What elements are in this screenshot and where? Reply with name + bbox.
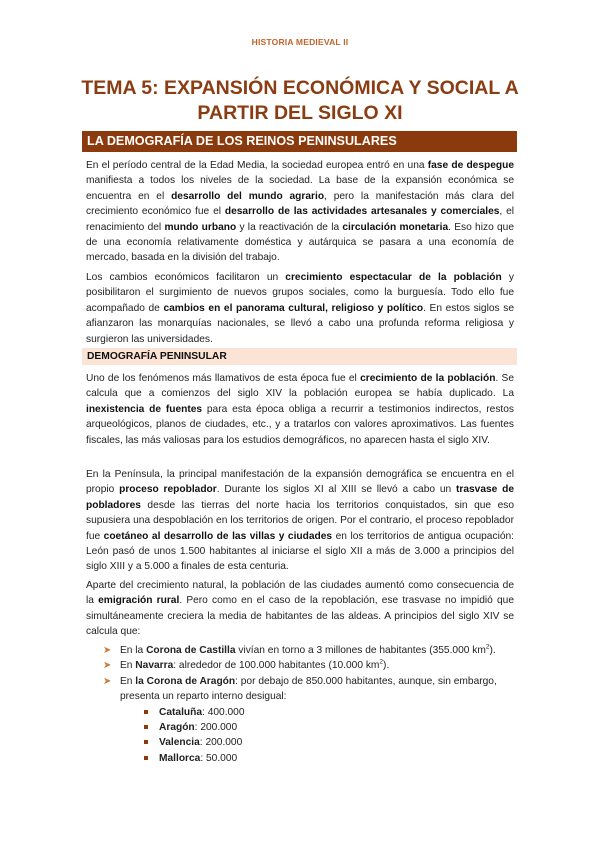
bold-text: cambios en el panorama cultural, religioso y político [163, 302, 424, 314]
arrow-bullet-icon: ➤ [103, 660, 112, 672]
text-run: desde las tierras del norte hacia los territorios conquistados, sin que eso supusiera una despoblación en los territorios de origen. Por el contrario, el proceso repoblador fue [86, 499, 514, 542]
arrow-bullet-icon: ➤ [103, 645, 112, 656]
section-heading: LA DEMOGRAFÍA DE LOS REINOS PENINSULARES [82, 131, 517, 152]
text-run: Uno de los fenómenos más llamativos de esta época fue el [86, 373, 361, 384]
bold-text: desarrollo del mundo agrario [171, 190, 325, 202]
population-list [86, 643, 514, 766]
text-run: Los cambios económicos facilitaron un [86, 272, 286, 283]
bold-text: circulación monetaria [342, 221, 449, 233]
paragraph [86, 578, 514, 640]
text-run: , pero la manifestación más clara del crecimiento económico fue el [86, 190, 514, 218]
list-item: ➤ En la Corona de Castilla vivían en torno a 3 millones de habitantes (355.000 $km^2$). [86, 643, 514, 658]
bold-text: crecimiento de la población [360, 373, 496, 384]
bold-text: inexistencia de fuentes [86, 403, 203, 415]
text-run: . Se calcula que a comienzos del siglo XIV la población europea se había duplicado. La [86, 373, 514, 400]
text-run: y posibilitaron el surgimiento de nuevos grupos sociales, como la burguesía. Todo ello fue acompañado de [86, 272, 514, 314]
square-bullet-icon [144, 756, 148, 760]
sublist-item: Aragón: 200.000 [120, 720, 514, 735]
page-title: TEMA 5: EXPANSIÓN ECONÓMICA Y SOCIAL A PARTIR DEL SIGLO XI [81, 77, 519, 124]
subsection-heading: DEMOGRAFÍA PENINSULAR [82, 348, 517, 365]
text-run: . Pero como en el caso de la repoblación, ese trasvase no impidió que simultáneamente creciera la media de habitantes de las aldeas. A principios del siglo XIV se calcula que: [86, 595, 514, 638]
bold-text: desarrollo de las actividades artesanales y comerciales [224, 206, 500, 218]
sublist [120, 705, 514, 767]
text-run: Aparte del crecimiento natural, la población de las ciudades aumentó como consecuencia de la [86, 580, 514, 607]
bold-text: emigración rural [98, 595, 180, 607]
bold-text: proceso repoblador [119, 484, 217, 496]
paragraph [86, 270, 514, 347]
bold-text: trasvase de pobladores [86, 484, 514, 511]
list-item: ➤ En Navarra: alrededor de 100.000 habitantes (10.000 $km^2$). [86, 658, 514, 673]
text-run: en los territorios de antigua ocupación: León pasó de unos 1.500 habitantes al iniciarse el siglo XII a más de 3.000 a principios del siglo XIII y a 5.000 a finales de esta centuria. [86, 530, 514, 573]
paragraph [86, 158, 514, 266]
sublist-item: Valencia: 200.000 [120, 735, 514, 750]
sublist-item: Cataluña: 400.000 [120, 705, 514, 720]
text-run: En el período central de la Edad Media, la sociedad europea entró en una [86, 160, 428, 171]
square-bullet-icon [144, 740, 148, 744]
text-run: para esta época obliga a recurrir a testimonios indirectos, restos arqueológicos, planos de ciudades, etc., y a tratarlos con valores aproximativos. Las fuentes fiscales, las más valiosas para los estudios demográficos, no aparecen hasta el siglo XIV. [86, 403, 514, 446]
arrow-bullet-icon: ➤ [103, 675, 112, 687]
paragraph [86, 371, 514, 448]
sublist-item: Mallorca: 50.000 [120, 751, 514, 766]
text-run: En la Península, la principal manifestación de la expansión demográfica se encuentra en el propio [86, 469, 514, 496]
running-header: HISTORIA MEDIEVAL II [251, 37, 349, 47]
square-bullet-icon [144, 725, 148, 729]
text-run: manifiesta a todos los niveles de la sociedad. La base de la expansión económica se encuentra en el [86, 175, 514, 202]
bold-text: crecimiento espectacular de la población [285, 272, 502, 283]
text-run: , el renacimiento del [86, 206, 515, 233]
bold-text: fase de despegue [427, 160, 515, 171]
bold-text: mundo urbano [164, 221, 237, 233]
text-run: . En estos siglos se afianzaron las monarquías nacionales, se llevó a cabo una profunda reforma religiosa y surgieron las universidades. [86, 302, 514, 345]
text-run: . Durante los siglos XI al XIII se llevó a cabo un [216, 484, 456, 496]
list-item: ➤ En la Corona de Aragón: por debajo de 850.000 habitantes, aunque, sin embargo, presenta un reparto interno desigual: Cataluña: 400.000 Aragón: 200.000 Valencia: 200.000 Mallorca: 50.000 [86, 674, 514, 766]
text-run: . Eso hizo que de una economía relativamente doméstica y autárquica se pasara a una economía de mercado, basada en la división del trabajo. [86, 221, 514, 264]
paragraph [86, 467, 514, 575]
bold-text: coetáneo al desarrollo de las villas y ciudades [103, 530, 333, 542]
text-run: y la reactivación de la [236, 221, 343, 233]
square-bullet-icon [144, 710, 148, 714]
